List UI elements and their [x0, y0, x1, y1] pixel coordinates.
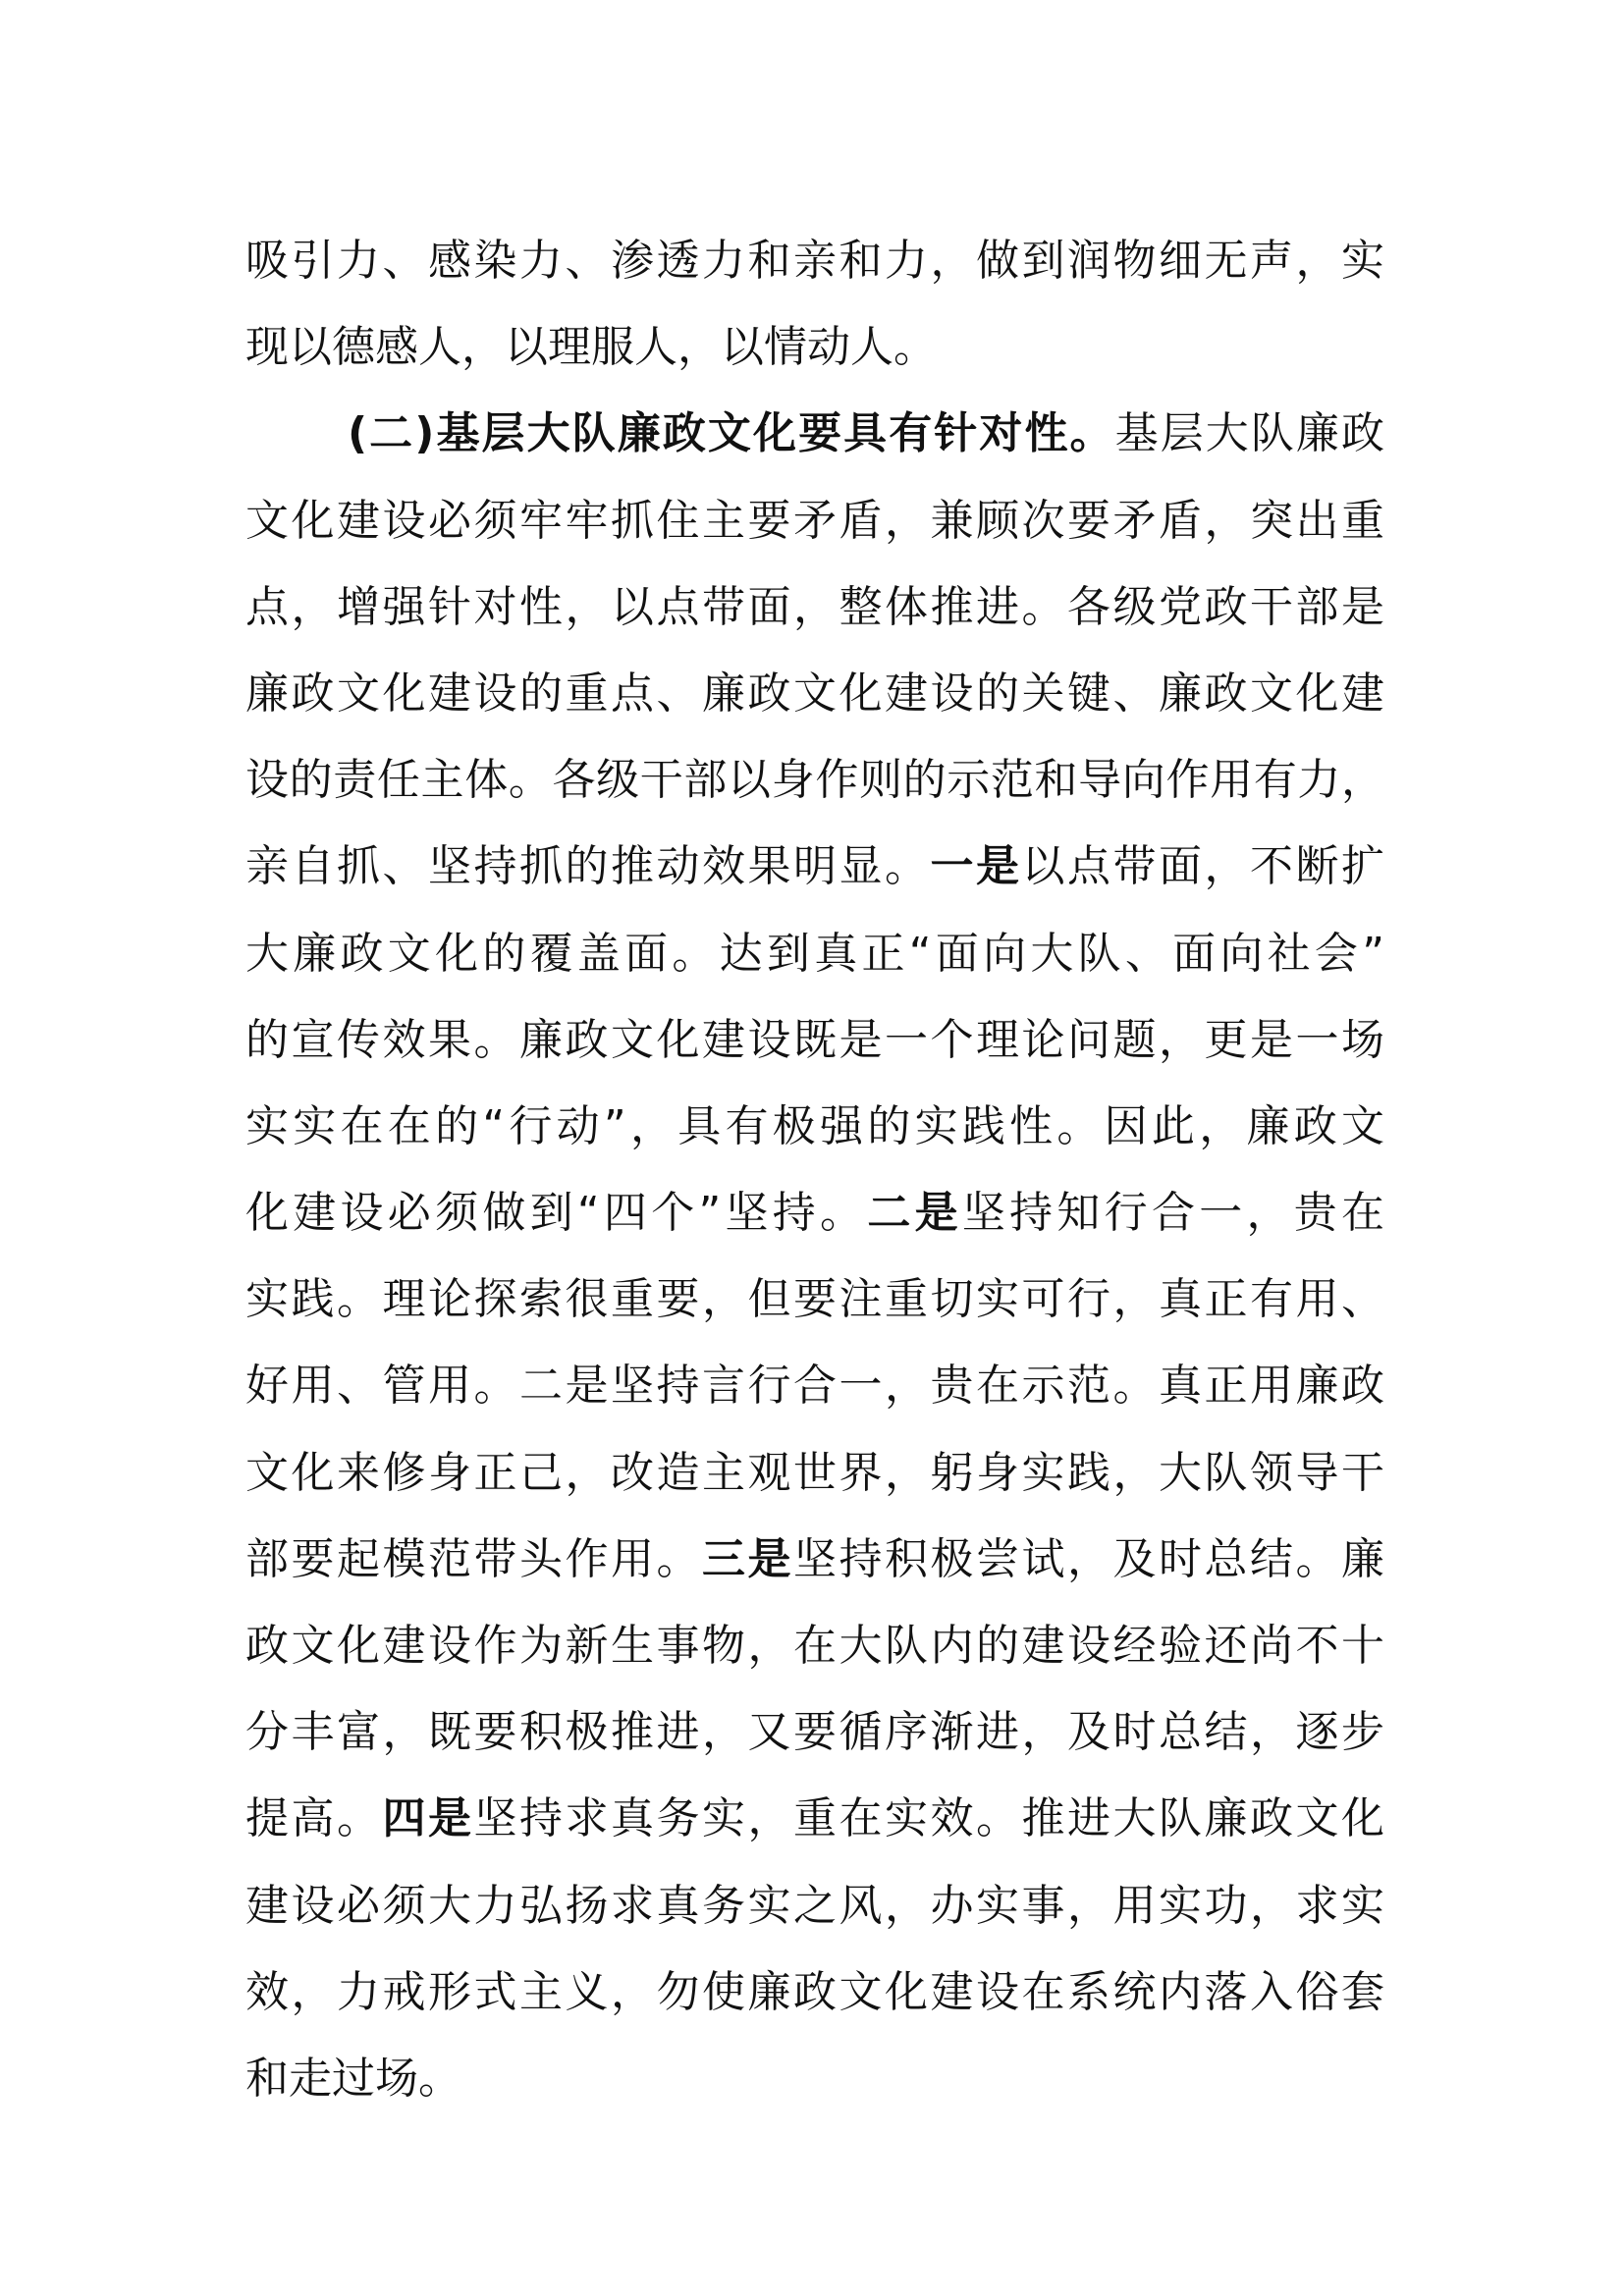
paragraph-line: 设的责任主体。各级干部以身作则的示范和导向作用有力， — [245, 755, 1384, 806]
paragraph-text: 亲自抓、坚持抓的推动效果明显。 — [245, 841, 931, 892]
paragraph-text: 坚持知行合一，贵在 — [961, 1188, 1385, 1239]
paragraph-line: 文化建设必须牢牢抓住主要矛盾，兼顾次要矛盾，突出重 — [245, 495, 1384, 546]
paragraph-text: 部要起模范带头作用。 — [245, 1533, 702, 1584]
paragraph-line: 效，力戒形式主义，勿使廉政文化建设在系统内落入俗套 — [245, 1966, 1384, 2017]
paragraph-text: 坚持积极尝试，及时总结。廉 — [793, 1533, 1384, 1584]
paragraph-line: 廉政文化建设的重点、廉政文化建设的关键、廉政文化建 — [245, 667, 1384, 719]
paragraph-line: 点，增强针对性，以点带面，整体推进。各级党政干部是 — [245, 581, 1384, 632]
paragraph-text: 基层大队廉政 — [1114, 408, 1385, 459]
paragraph-text: 以点带面，不断扩 — [1021, 841, 1384, 892]
paragraph-text: 化建设必须做到“四个”坚持。 — [245, 1188, 868, 1239]
paragraph-line: 实践。理论探索很重要，但要注重切实可行，真正有用、 — [245, 1274, 1384, 1325]
paragraph-line: 大廉政文化的覆盖面。达到真正“面向大队、面向社会” — [245, 928, 1384, 979]
paragraph-line — [245, 1170, 1384, 1256]
paragraph-line: 实实在在的“行动”，具有极强的实践性。因此，廉政文 — [245, 1100, 1384, 1151]
paragraph-line — [245, 1517, 1384, 1603]
section-heading: (二)基层大队廉政文化要具有针对性。 — [348, 408, 1115, 459]
paragraph-line — [245, 391, 1384, 477]
paragraph-line: 好用、管用。二是坚持言行合一，贵在示范。真正用廉政 — [245, 1361, 1384, 1412]
document-body — [245, 218, 1384, 2122]
paragraph-text: 提高。 — [245, 1793, 383, 1844]
paragraph-line: 建设必须大力弘扬求真务实之风，办实事，用实功，求实 — [245, 1880, 1384, 1931]
list-marker: 一是 — [930, 841, 1022, 892]
list-marker: 四是 — [382, 1793, 474, 1844]
paragraph-line: 文化来修身正己，改造主观世界，躬身实践，大队领导干 — [245, 1447, 1384, 1498]
paragraph-text: 坚持求真务实，重在实效。推进大队廉政文化 — [473, 1793, 1384, 1844]
paragraph-line: 吸引力、感染力、渗透力和亲和力，做到润物细无声，实 — [245, 236, 1384, 286]
paragraph-line: 政文化建设作为新生事物，在大队内的建设经验还尚不十 — [245, 1621, 1384, 1671]
paragraph-line: 的宣传效果。廉政文化建设既是一个理论问题，更是一场 — [245, 1014, 1384, 1065]
paragraph-line: 分丰富，既要积极推进，又要循序渐进，及时总结，逐步 — [245, 1707, 1384, 1758]
paragraph-line: 和走过场。 — [245, 2053, 461, 2104]
list-marker: 二是 — [867, 1188, 962, 1239]
paragraph-line — [245, 1776, 1384, 1862]
list-marker: 三是 — [702, 1533, 793, 1584]
paragraph-line: 现以德感人，以理服人，以情动人。 — [245, 322, 937, 373]
paragraph-line — [245, 824, 1384, 910]
